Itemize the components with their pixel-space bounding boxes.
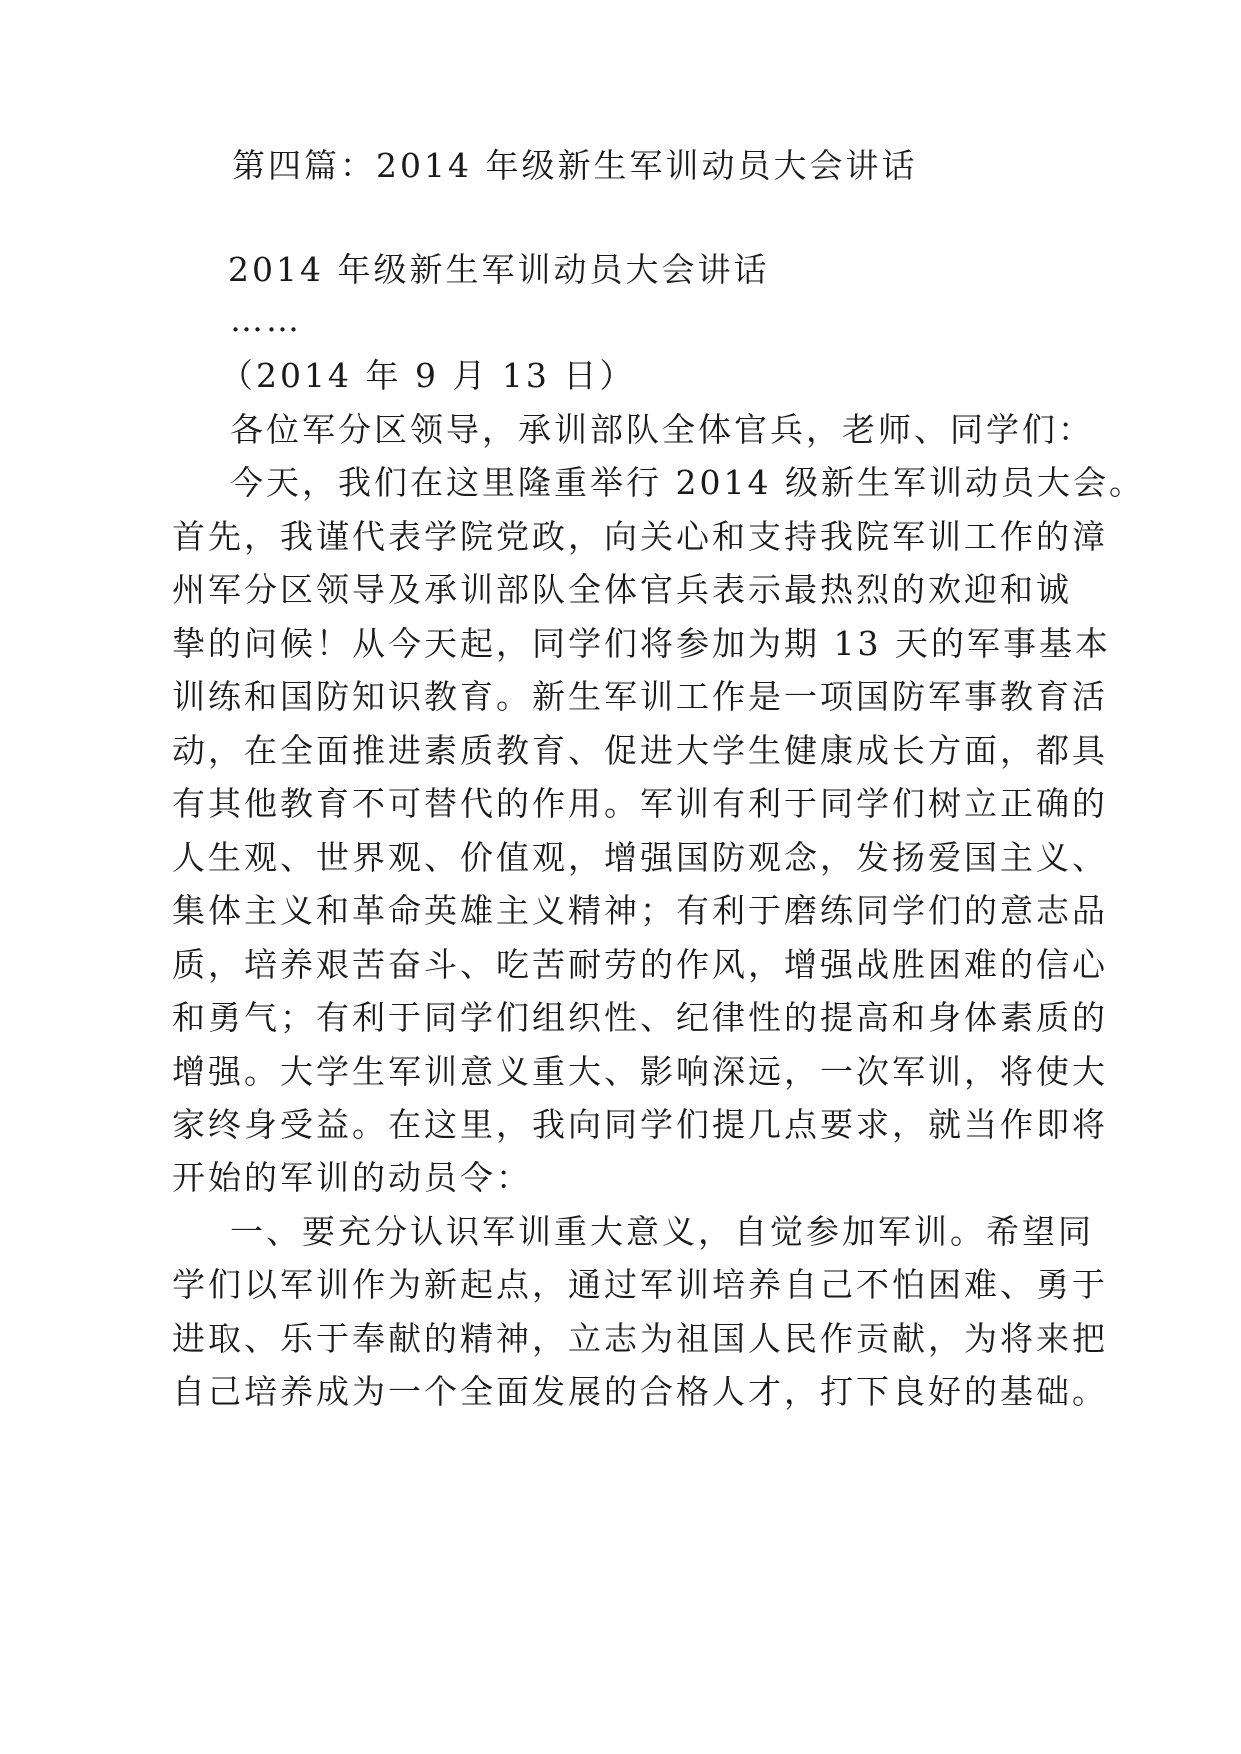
paragraph-2-line: 一、要充分认识军训重大意义，自觉参加军训。希望同 bbox=[230, 1212, 1094, 1251]
paragraph-2-line: 自己培养成为一个全面发展的合格人才，打下良好的基础。 bbox=[172, 1372, 1108, 1411]
date-line: （2014 年 9 月 13 日） bbox=[220, 356, 636, 395]
section-heading: 第四篇：2014 年级新生军训动员大会讲话 bbox=[232, 146, 918, 185]
paragraph-2-line: 学们以军训作为新起点，通过军训培养自己不怕困难、勇于 bbox=[172, 1265, 1108, 1304]
paragraph-1-line: 有其他教育不可替代的作用。军训有利于同学们树立正确的 bbox=[172, 784, 1108, 823]
paragraph-1-line: 集体主义和革命英雄主义精神；有利于磨练同学们的意志品 bbox=[172, 891, 1108, 930]
paragraph-1-line: 和勇气；有利于同学们组织性、纪律性的提高和身体素质的 bbox=[172, 998, 1108, 1037]
ellipsis: …… bbox=[230, 300, 302, 339]
paragraph-1-line: 挚的问候！从今天起，同学们将参加为期 13 天的军事基本 bbox=[172, 624, 1111, 663]
paragraph-1-line: 动，在全面推进素质教育、促进大学生健康成长方面，都具 bbox=[172, 731, 1108, 770]
paragraph-1-line: 训练和国防知识教育。新生军训工作是一项国防军事教育活 bbox=[172, 677, 1108, 716]
paragraph-1-line: 家终身受益。在这里，我向同学们提几点要求，就当作即将 bbox=[172, 1105, 1108, 1144]
paragraph-2-line: 进取、乐于奉献的精神，立志为祖国人民作贡献，为将来把 bbox=[172, 1319, 1108, 1358]
salutation: 各位军分区领导，承训部队全体官兵，老师、同学们： bbox=[230, 410, 1094, 449]
paragraph-1-line: 质，培养艰苦奋斗、吃苦耐劳的作风，增强战胜困难的信心 bbox=[172, 945, 1108, 984]
paragraph-1-line: 人生观、世界观、价值观，增强国防观念，发扬爱国主义、 bbox=[172, 838, 1108, 877]
paragraph-1-line: 州军分区领导及承训部队全体官兵表示最热烈的欢迎和诚 bbox=[172, 570, 1072, 609]
paragraph-1-line: 首先，我谨代表学院党政，向关心和支持我院军训工作的漳 bbox=[172, 517, 1108, 556]
speech-title: 2014 年级新生军训动员大会讲话 bbox=[228, 250, 770, 289]
paragraph-1-line: 开始的军训的动员令： bbox=[172, 1158, 532, 1197]
paragraph-1-line: 增强。大学生军训意义重大、影响深远，一次军训，将使大 bbox=[172, 1052, 1108, 1091]
paragraph-1-line: 今天，我们在这里隆重举行 2014 级新生军训动员大会。 bbox=[230, 463, 1145, 502]
